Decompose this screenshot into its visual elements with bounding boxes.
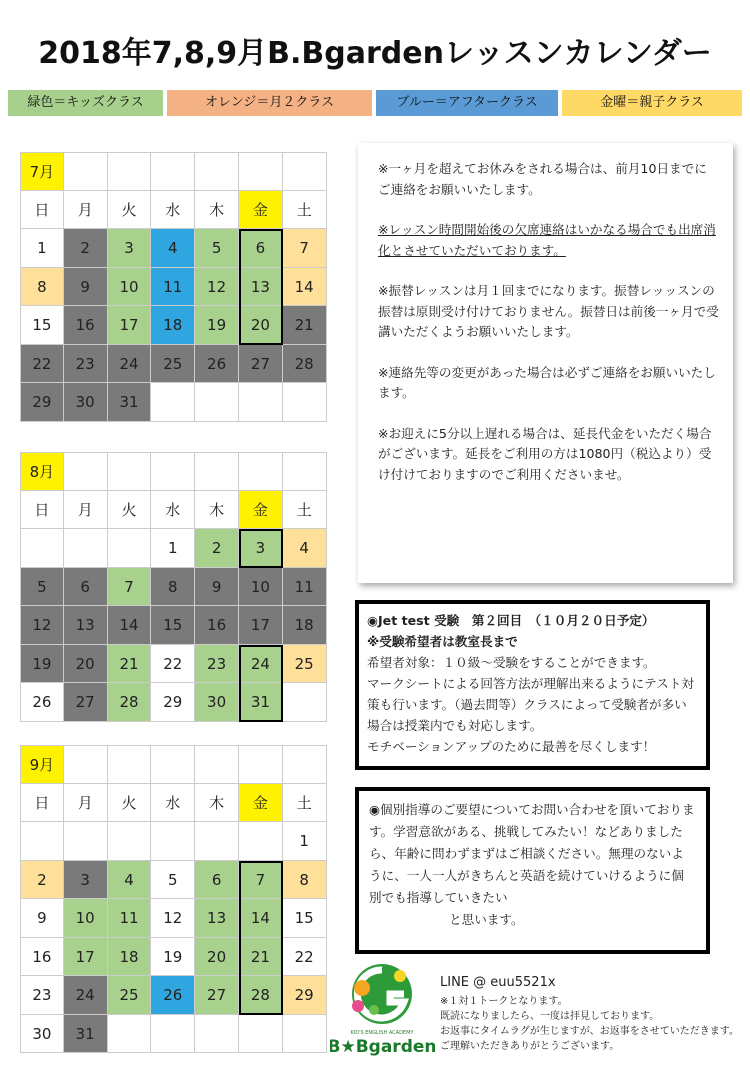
empty-cell [64,529,108,568]
weekday-header: 木 [195,191,239,230]
weekday-header: 日 [20,784,64,823]
weekday-header: 火 [108,191,152,230]
empty-cell [151,745,195,784]
empty-cell [64,745,108,784]
day-cell: 6 [64,568,108,607]
line-info [440,975,745,1054]
empty-cell [283,152,327,191]
day-cell: 26 [195,345,239,384]
note-cancellation: ※レッスン時間開始後の欠席連絡はいかなる場合でも出席消化とさせていただいております。 [378,222,716,258]
empty-cell [239,822,283,861]
day-cell: 15 [151,606,195,645]
day-cell: 3 [239,529,283,568]
day-cell: 7 [108,568,152,607]
empty-cell [151,383,195,422]
day-cell: 22 [151,645,195,684]
day-cell: 30 [195,683,239,722]
day-cell: 26 [151,976,195,1015]
day-cell: 14 [283,268,327,307]
day-cell: 27 [239,345,283,384]
empty-cell [64,822,108,861]
day-cell: 7 [239,861,283,900]
day-cell: 24 [64,976,108,1015]
weekday-header: 火 [108,491,152,530]
legend-kids: 緑色＝キッズクラス [8,90,163,116]
weekday-header: 土 [283,491,327,530]
empty-cell [108,745,152,784]
day-cell: 2 [195,529,239,568]
day-cell: 12 [195,268,239,307]
calendar-september [20,745,328,1053]
day-cell: 23 [20,976,64,1015]
weekday-header: 月 [64,784,108,823]
day-cell: 19 [195,306,239,345]
empty-cell [195,745,239,784]
day-cell: 16 [20,938,64,977]
empty-cell [283,452,327,491]
weekday-header: 月 [64,491,108,530]
legend-friday: 金曜＝親子クラス [562,90,742,116]
day-cell: 30 [64,383,108,422]
day-cell: 25 [108,976,152,1015]
day-cell: 29 [20,383,64,422]
weekday-header: 水 [151,491,195,530]
day-cell: 1 [20,229,64,268]
day-cell: 18 [108,938,152,977]
weekday-header: 月 [64,191,108,230]
weekday-header: 火 [108,784,152,823]
weekday-header: 土 [283,191,327,230]
calendar-july [20,152,328,422]
day-cell: 21 [239,938,283,977]
day-cell: 15 [283,899,327,938]
weekday-header: 水 [151,784,195,823]
jet-line: マークシートによる回答方法が理解出来るようにテスト対策も行います。（過去問等）クラスによって受験者が多い場合は授業内でも対応します。 [367,676,694,733]
note-absence: ※一ヶ月を超えてお休みをされる場合は、前月10日までにご連絡をお願いいたします。 [378,161,707,197]
day-cell: 3 [108,229,152,268]
weekday-header: 土 [283,784,327,823]
notes-panel [358,143,733,583]
day-cell: 25 [283,645,327,684]
day-cell: 2 [20,861,64,900]
weekday-header: 日 [20,491,64,530]
jet-subheading: ※受験希望者は教室長まで [367,634,518,649]
jet-heading: ◉Jet test 受験 第２回目 （１０月２０日予定） [367,613,655,628]
day-cell: 24 [239,645,283,684]
month-label: 9月 [20,745,64,784]
day-cell: 28 [108,683,152,722]
weekday-header: 水 [151,191,195,230]
day-cell: 6 [239,229,283,268]
day-cell: 20 [239,306,283,345]
line-note: 既読になりましたら、一度は拝見しております。 [440,1011,660,1022]
day-cell: 5 [151,861,195,900]
day-cell: 5 [195,229,239,268]
day-cell: 14 [108,606,152,645]
individual-lesson-box [355,787,710,954]
day-cell: 28 [239,976,283,1015]
empty-cell [283,383,327,422]
page-title: 2018年7,8,9月B.Bgardenレッスンカレンダー [38,36,712,71]
empty-cell [239,745,283,784]
day-cell: 28 [283,345,327,384]
empty-cell [108,452,152,491]
logo-name: B★Bgarden [330,1037,435,1057]
empty-cell [151,822,195,861]
day-cell: 9 [20,899,64,938]
day-cell: 22 [20,345,64,384]
day-cell: 27 [195,976,239,1015]
empty-cell [195,1015,239,1054]
line-note: ご理解いただきありがとうございます。 [440,1041,620,1052]
day-cell: 11 [151,268,195,307]
day-cell: 19 [20,645,64,684]
day-cell: 8 [151,568,195,607]
month-label: 7月 [20,152,64,191]
day-cell: 18 [151,306,195,345]
empty-cell [151,152,195,191]
line-note: ※１対１トークとなります。 [440,996,568,1007]
day-cell: 11 [283,568,327,607]
weekday-header: 金 [239,491,283,530]
day-cell: 21 [108,645,152,684]
day-cell: 17 [108,306,152,345]
empty-cell [20,529,64,568]
day-cell: 4 [151,229,195,268]
day-cell: 8 [20,268,64,307]
day-cell: 31 [108,383,152,422]
line-note: お返事にタイムラグが生じますが、お返事をさせていただきます。 [440,1026,739,1037]
jet-test-box [355,600,710,770]
empty-cell [108,1015,152,1054]
day-cell: 9 [64,268,108,307]
empty-cell [239,452,283,491]
day-cell: 22 [283,938,327,977]
day-cell: 1 [283,822,327,861]
day-cell: 31 [64,1015,108,1054]
jet-line: 希望者対象：１０級〜受験をすることができます。 [367,655,656,670]
day-cell: 8 [283,861,327,900]
day-cell: 10 [108,268,152,307]
day-cell: 17 [64,938,108,977]
day-cell: 7 [283,229,327,268]
day-cell: 13 [239,268,283,307]
day-cell: 19 [151,938,195,977]
day-cell: 31 [239,683,283,722]
weekday-header: 日 [20,191,64,230]
legend-monthly: オレンジ＝月２クラス [167,90,372,116]
empty-cell [108,152,152,191]
empty-cell [283,1015,327,1054]
empty-cell [151,1015,195,1054]
note-pickup: ※お迎えに5分以上遅れる場合は、延長代金をいただく場合がございます。延長をご利用の方は1080円（税込より）受け付けておりますのでご利用くださいませ。 [378,425,712,482]
calendar-august [20,452,328,722]
empty-cell [64,152,108,191]
day-cell: 12 [20,606,64,645]
bbgarden-logo [330,958,435,1058]
day-cell: 29 [151,683,195,722]
empty-cell [151,452,195,491]
empty-cell [239,152,283,191]
empty-cell [108,529,152,568]
logo-icon [330,958,435,1058]
day-cell: 5 [20,568,64,607]
empty-cell [195,822,239,861]
line-id: LINE @ euu5521x [440,975,556,990]
day-cell: 27 [64,683,108,722]
individual-tail: と思います。 [449,912,524,927]
day-cell: 9 [195,568,239,607]
day-cell: 30 [20,1015,64,1054]
day-cell: 29 [283,976,327,1015]
day-cell: 16 [64,306,108,345]
weekday-header: 木 [195,491,239,530]
month-label: 8月 [20,452,64,491]
day-cell: 25 [151,345,195,384]
empty-cell [239,383,283,422]
day-cell: 16 [195,606,239,645]
day-cell: 13 [64,606,108,645]
jet-line: モチベーションアップのために最善を尽くします！ [367,739,656,754]
day-cell: 24 [108,345,152,384]
day-cell: 6 [195,861,239,900]
day-cell: 14 [239,899,283,938]
day-cell: 4 [108,861,152,900]
empty-cell [195,383,239,422]
day-cell: 20 [64,645,108,684]
day-cell: 23 [64,345,108,384]
legend-after: ブルー＝アフタークラス [376,90,558,116]
note-contact: ※連絡先等の変更があった場合は必ずご連絡をお願いいたします。 [378,364,716,400]
day-cell: 10 [239,568,283,607]
logo-tagline: KID'S ENGLISH ACADEMY [350,1030,414,1036]
day-cell: 10 [64,899,108,938]
empty-cell [195,452,239,491]
day-cell: 18 [283,606,327,645]
empty-cell [108,822,152,861]
day-cell: 3 [64,861,108,900]
empty-cell [20,822,64,861]
empty-cell [283,745,327,784]
empty-cell [64,452,108,491]
empty-cell [239,1015,283,1054]
day-cell: 17 [239,606,283,645]
weekday-header: 木 [195,784,239,823]
empty-cell [283,683,327,722]
day-cell: 15 [20,306,64,345]
note-makeup: ※振替レッスンは月１回までになります。振替レッッスンの振替は原則受け付けておりません。振替日は前後一ヶ月で受講いただくようお願いいたします。 [378,283,719,339]
day-cell: 21 [283,306,327,345]
empty-cell [195,152,239,191]
weekday-header: 金 [239,784,283,823]
day-cell: 1 [151,529,195,568]
day-cell: 26 [20,683,64,722]
day-cell: 11 [108,899,152,938]
day-cell: 2 [64,229,108,268]
day-cell: 23 [195,645,239,684]
day-cell: 4 [283,529,327,568]
individual-text: ◉個別指導のご要望についてお問い合わせを頂いております。学習意欲がある、挑戦してみたい！などありましたら、年齢に問わずまずはご相談ください。無理のないように、一人一人がきちんと英語を続けていけるように個別でも指導していきたい [369,802,695,905]
day-cell: 13 [195,899,239,938]
day-cell: 12 [151,899,195,938]
weekday-header: 金 [239,191,283,230]
day-cell: 20 [195,938,239,977]
